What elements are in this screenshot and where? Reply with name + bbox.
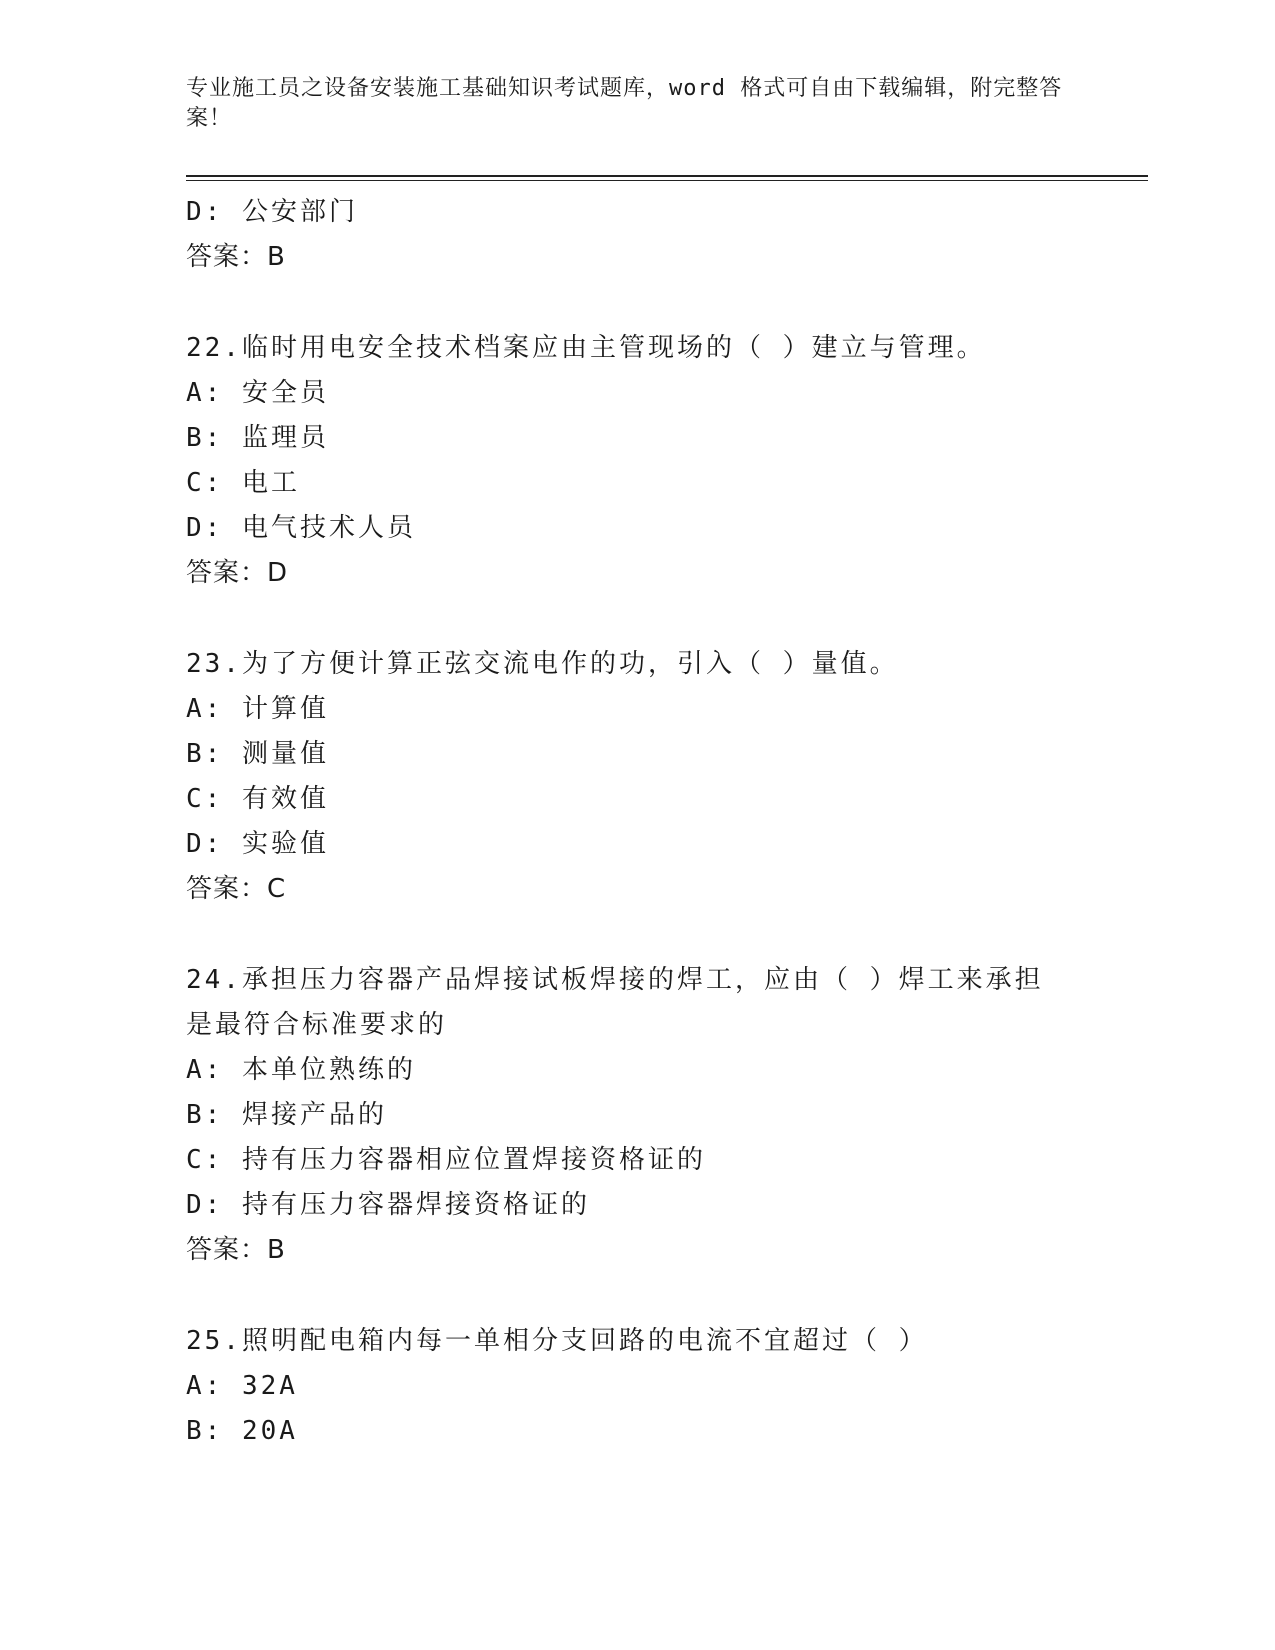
option-b: B: 20A xyxy=(186,1416,298,1446)
answer: 答案：B xyxy=(186,1235,286,1265)
question-stem: 23.为了方便计算正弦交流电作的功，引入（ ）量值。 xyxy=(186,649,899,679)
option-a: A: 32A xyxy=(186,1371,298,1401)
answer: 答案：B xyxy=(186,242,286,272)
spacer xyxy=(186,912,1086,958)
spacer xyxy=(186,1273,1086,1319)
option-d: D: 持有压力容器焊接资格证的 xyxy=(186,1190,590,1220)
answer: 答案：C xyxy=(186,874,287,904)
option-c: C: 有效值 xyxy=(186,784,329,814)
document-header: 专业施工员之设备安装施工基础知识考试题库，word 格式可自由下载编辑，附完整答案！ xyxy=(186,76,1063,131)
option-d: D: 电气技术人员 xyxy=(186,513,416,543)
option-d: D: 实验值 xyxy=(186,829,329,859)
option-b: B: 监理员 xyxy=(186,423,329,453)
option-c: C: 电工 xyxy=(186,468,300,498)
option-d: D: 公安部门 xyxy=(186,197,358,227)
option-b: B: 焊接产品的 xyxy=(186,1100,387,1130)
question-stem: 24.承担压力容器产品焊接试板焊接的焊工，应由（ ）焊工来承担是最符合标准要求的 xyxy=(186,965,1044,1040)
option-a: A: 本单位熟练的 xyxy=(186,1055,416,1085)
header-divider-thin xyxy=(186,180,1148,181)
header-divider-thick xyxy=(186,175,1148,177)
spacer xyxy=(186,596,1086,642)
option-c: C: 持有压力容器相应位置焊接资格证的 xyxy=(186,1145,706,1175)
option-a: A: 计算值 xyxy=(186,694,329,724)
answer: 答案：D xyxy=(186,558,289,588)
question-stem: 22.临时用电安全技术档案应由主管现场的（ ）建立与管理。 xyxy=(186,333,986,363)
question-content xyxy=(186,190,1086,1454)
option-a: A: 安全员 xyxy=(186,378,329,408)
spacer xyxy=(186,280,1086,326)
question-stem: 25.照明配电箱内每一单相分支回路的电流不宜超过（ ） xyxy=(186,1326,928,1356)
option-b: B: 测量值 xyxy=(186,739,329,769)
